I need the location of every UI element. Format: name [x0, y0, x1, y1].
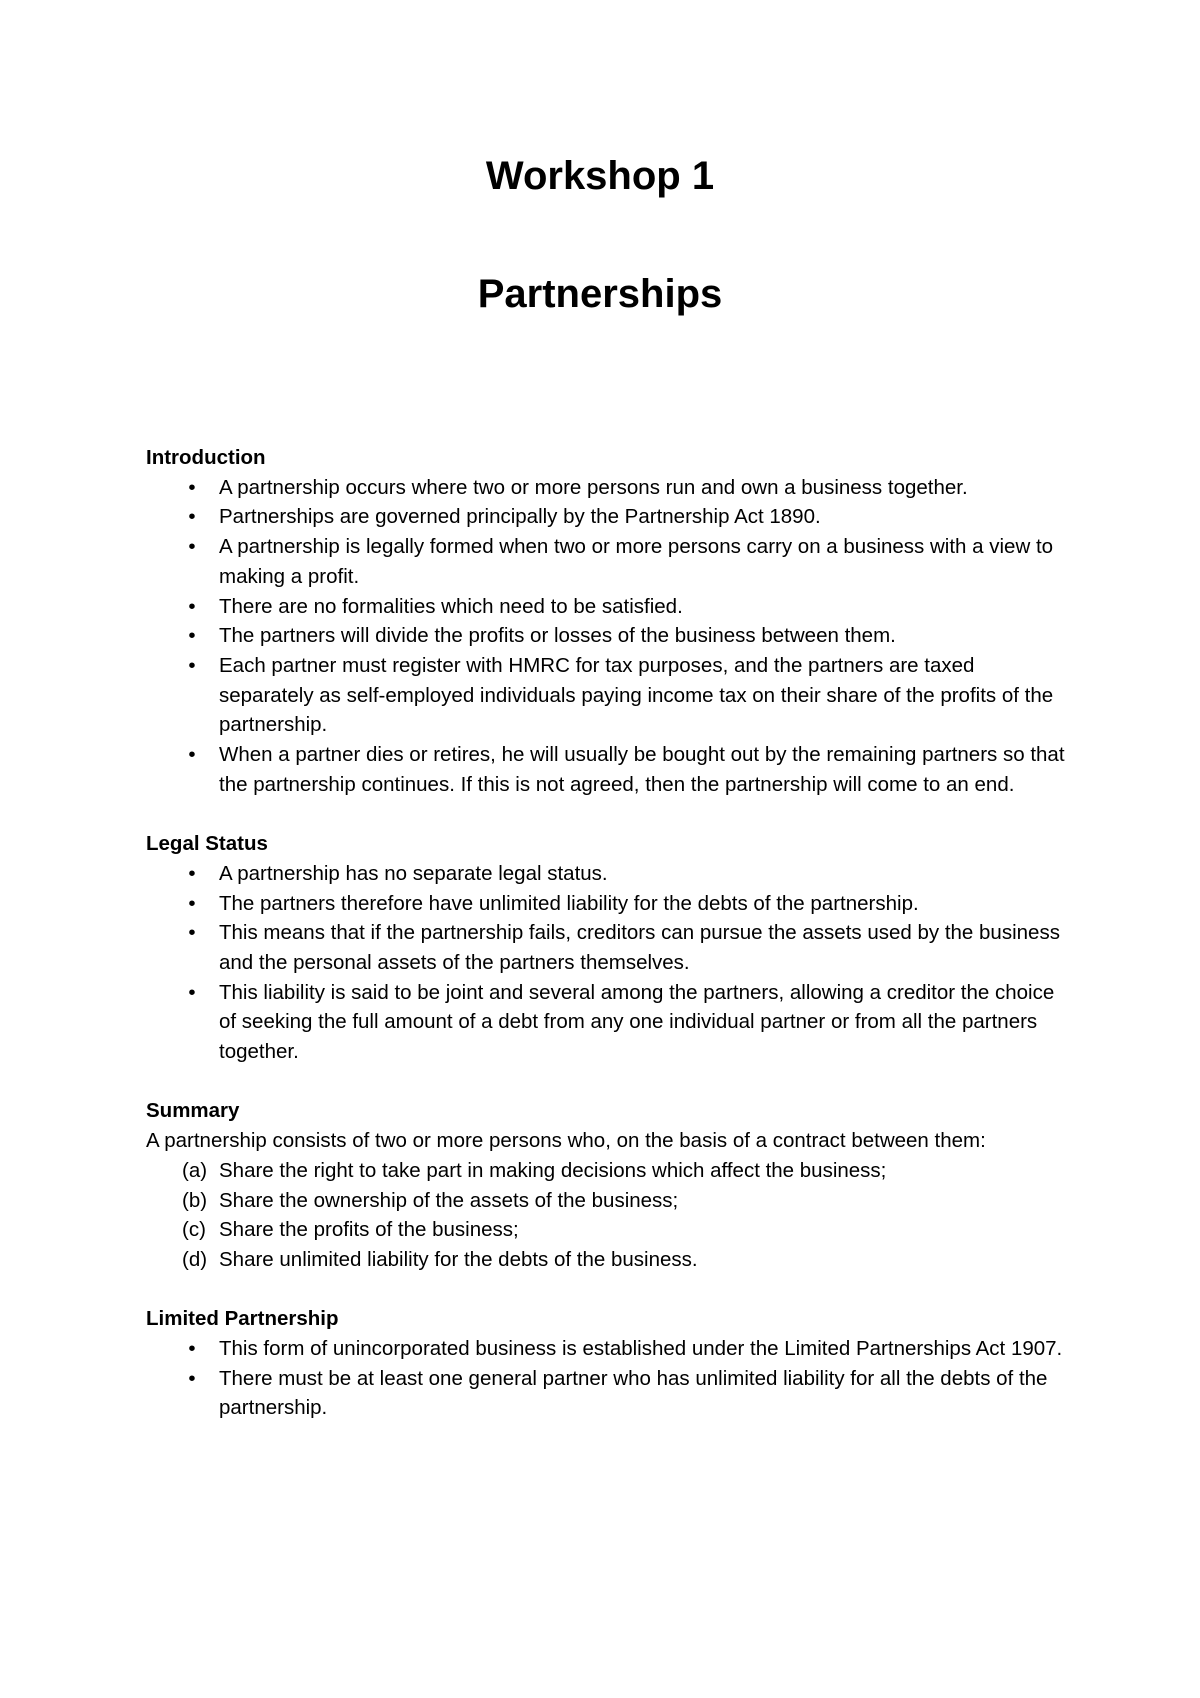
list-item [146, 502, 1066, 532]
section-heading: Introduction [146, 446, 266, 469]
list-item [146, 978, 1066, 1067]
bullet-icon: • [188, 743, 196, 767]
bullet-icon: • [188, 535, 196, 559]
section-heading: Summary [146, 1099, 240, 1123]
lettered-list [146, 1156, 1066, 1275]
document-subtitle: Partnerships [477, 272, 723, 316]
list-item [146, 1156, 1066, 1186]
list-item-text: The partners will divide the profits or losses of the business between them. [219, 624, 896, 648]
bullet-icon: • [188, 594, 196, 618]
list-item-text: This liability is said to be joint and several among the partners, allowing a creditor the choice of seeking the full amount of a debt from any one individual partner or from all the partners together. [219, 980, 1055, 1064]
list-item-text: Share the profits of the business; [219, 1218, 519, 1242]
bullet-list [146, 473, 1066, 800]
list-item-text: Share the right to take part in making decisions which affect the business; [219, 1158, 887, 1182]
summary-paragraph: A partnership consists of two or more persons who, on the basis of a contract between them: [146, 1129, 986, 1153]
bullet-icon: • [188, 505, 196, 529]
bullet-icon: • [188, 624, 196, 648]
list-item-text: A partnership is legally formed when two or more persons carry on a business with a view to making a profit. [219, 535, 1054, 588]
list-item [146, 592, 1066, 622]
document-body [146, 443, 1066, 1423]
section-heading: Legal Status [146, 832, 268, 856]
bullet-icon: • [188, 653, 196, 677]
list-item [146, 740, 1066, 799]
list-marker: (c) [182, 1218, 206, 1242]
list-item [146, 621, 1066, 651]
list-item [146, 859, 1066, 889]
list-item-text: This form of unincorporated business is established under the Limited Partnerships Act 1907. [219, 1337, 1063, 1361]
bullet-icon: • [188, 891, 196, 915]
list-item-text: Each partner must register with HMRC for tax purposes, and the partners are taxed separately as self-employed individuals paying income tax on their share of the profits of the partnership. [219, 653, 1054, 737]
list-marker: (b) [182, 1188, 208, 1212]
list-marker: (d) [182, 1247, 208, 1271]
bullet-icon: • [188, 1366, 196, 1390]
list-item [146, 1186, 1066, 1216]
list-item-text: This means that if the partnership fails, creditors can pursue the assets used by the business and the personal assets of the partners themselves. [219, 921, 1060, 974]
list-item-text: Partnerships are governed principally by the Partnership Act 1890. [219, 505, 821, 529]
list-item-text: Share the ownership of the assets of the business; [219, 1188, 679, 1212]
list-item-text: The partners therefore have unlimited liability for the debts of the partnership. [219, 891, 919, 915]
section-legal-status [146, 829, 1066, 1067]
list-item [146, 651, 1066, 740]
document-title: Workshop 1 [485, 154, 715, 198]
bullet-icon: • [188, 980, 196, 1004]
bullet-icon: • [188, 861, 196, 885]
bullet-icon: • [188, 921, 196, 945]
section-limited-partnership [146, 1304, 1066, 1423]
list-item-text: There must be at least one general partner who has unlimited liability for all the debts of the partnership. [219, 1366, 1048, 1420]
list-item [146, 918, 1066, 977]
list-marker: (a) [182, 1158, 208, 1182]
list-item [146, 1364, 1066, 1423]
list-item-text: A partnership occurs where two or more persons run and own a business together. [219, 475, 968, 499]
list-item-text: A partnership has no separate legal status. [219, 861, 608, 885]
bullet-list [146, 1334, 1066, 1423]
list-item [146, 473, 1066, 503]
list-item-text: When a partner dies or retires, he will usually be bought out by the remaining partners so that the partnership continues. If this is not agreed, then the partnership will come to an end. [219, 743, 1065, 796]
list-item [146, 532, 1066, 591]
list-item [146, 1215, 1066, 1245]
section-summary [146, 1096, 1066, 1274]
list-item-text: There are no formalities which need to be satisfied. [219, 594, 683, 618]
bullet-list [146, 859, 1066, 1067]
list-item [146, 1334, 1066, 1364]
list-item [146, 1245, 1066, 1275]
section-heading: Limited Partnership [146, 1307, 339, 1331]
section-introduction [146, 443, 1066, 799]
bullet-icon: • [188, 475, 196, 499]
bullet-icon: • [188, 1337, 196, 1361]
list-item-text: Share unlimited liability for the debts of the business. [219, 1247, 698, 1271]
list-item [146, 889, 1066, 919]
